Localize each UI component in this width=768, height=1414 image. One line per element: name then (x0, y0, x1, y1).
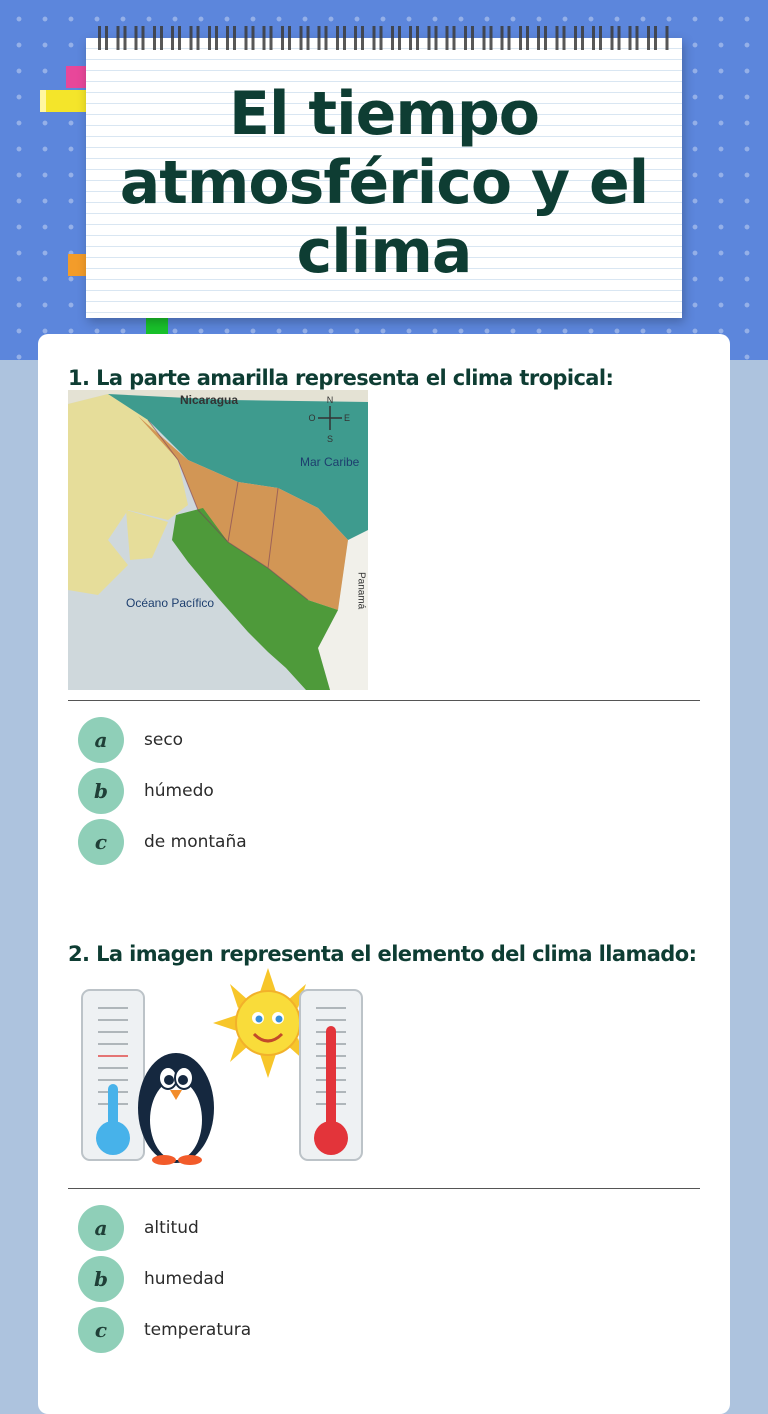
spiral-binding (98, 26, 670, 50)
divider (68, 700, 700, 701)
divider (68, 1188, 700, 1189)
map-compass-north: N (326, 395, 334, 405)
map-label-caribbean: Mar Caribe (300, 455, 360, 469)
option-label: humedad (144, 1269, 225, 1289)
option-label: seco (144, 730, 184, 750)
option-c[interactable] (68, 819, 700, 865)
decorative-tab-yellow (40, 90, 90, 112)
option-letter-badge: b (78, 768, 124, 814)
option-a[interactable] (68, 1205, 700, 1251)
option-b[interactable] (68, 1256, 700, 1302)
question-2 (68, 944, 700, 1358)
thermometers-penguin-sun-image (68, 968, 368, 1178)
option-label: temperatura (144, 1320, 252, 1340)
map-compass-west: O (308, 413, 316, 423)
page-title: El tiempo atmosférico y el clima (119, 79, 649, 287)
map-compass-east: E (343, 413, 351, 423)
option-label: húmedo (144, 781, 214, 801)
option-letter-badge: c (78, 1307, 124, 1353)
worksheet-card (38, 334, 730, 1414)
map-label-panama: Panamá (355, 572, 367, 610)
option-letter-badge: c (78, 819, 124, 865)
header-banner (0, 0, 768, 360)
option-label: de montaña (144, 832, 247, 852)
option-letter-badge: a (78, 717, 124, 763)
option-a[interactable] (68, 717, 700, 763)
question-1 (68, 368, 700, 870)
option-letter-badge: a (78, 1205, 124, 1251)
map-compass-south: S (326, 434, 334, 444)
answer-options (68, 1205, 700, 1353)
question-title: 1. La parte amarilla representa el clima tropical: (68, 366, 614, 390)
question-title: 2. La imagen representa el elemento del clima llamado: (68, 942, 697, 966)
option-letter-badge: b (78, 1256, 124, 1302)
costa-rica-climate-map-image (68, 390, 368, 690)
option-b[interactable] (68, 768, 700, 814)
option-label: altitud (144, 1218, 199, 1238)
map-label-pacific: Océano Pacífico (126, 596, 215, 610)
answer-options (68, 717, 700, 865)
map-label-nicaragua: Nicaragua (180, 393, 239, 407)
option-c[interactable] (68, 1307, 700, 1353)
